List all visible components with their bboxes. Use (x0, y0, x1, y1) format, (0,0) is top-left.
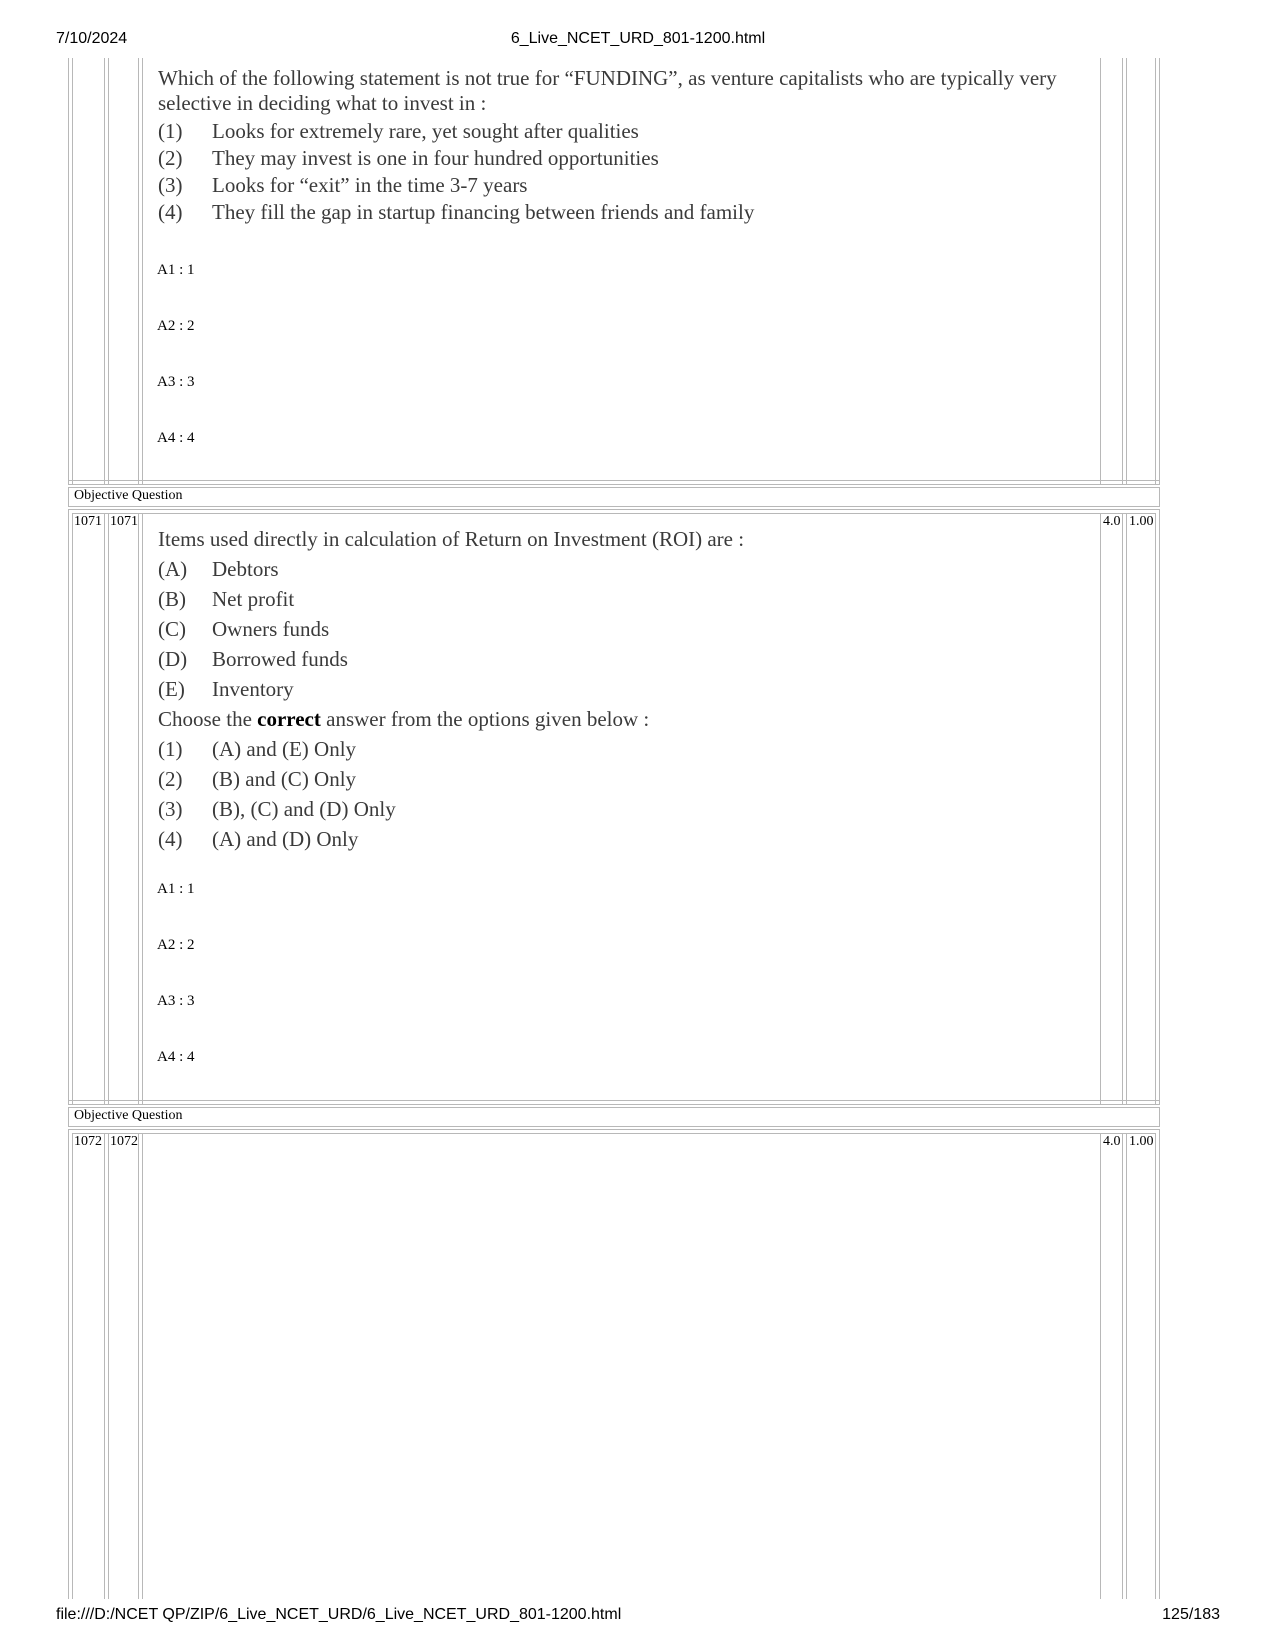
answer-option-2: A2 : 2 (157, 937, 195, 953)
question-1070-body (158, 66, 1078, 226)
item-row: (A) Debtors (158, 557, 279, 581)
option-row: (2) (B) and (C) Only (158, 767, 357, 791)
item-row: (D) Borrowed funds (158, 647, 348, 671)
file-path: file:///D:/NCET QP/ZIP/6_Live_NCET_URD/6_Live_NCET_URD_801-1200.html (56, 1606, 622, 1623)
option-row: (4) (A) and (D) Only (158, 827, 359, 851)
option-row: (3) Looks for “exit” in the time 3-7 years (158, 173, 528, 197)
answer-option-4: A4 : 4 (157, 430, 195, 446)
answer-option-1: A1 : 1 (157, 262, 195, 278)
answer-option-4: A4 : 4 (157, 1049, 195, 1065)
negative-marks: 1.00 (1129, 514, 1154, 529)
question-stem: Which of the following statement is not true for “FUNDING”, as venture capitalists who are typically very selective in deciding what to invest in : (158, 66, 1057, 115)
print-footer (56, 1606, 1220, 1628)
item-row: (B) Net profit (158, 587, 295, 611)
question-id: 1071 (110, 514, 138, 529)
question-1071-body (158, 524, 1078, 854)
print-date: 7/10/2024 (56, 30, 128, 47)
option-row: (4) They fill the gap in startup financing between friends and family (158, 200, 755, 224)
answer-option-1: A1 : 1 (157, 881, 195, 897)
answer-option-3: A3 : 3 (157, 993, 195, 1009)
question-id: 1072 (110, 1134, 138, 1149)
marks: 4.0 (1103, 1134, 1121, 1149)
item-row: (C) Owners funds (158, 617, 330, 641)
section-label: Objective Question (74, 488, 183, 503)
serial-number: 1071 (74, 514, 102, 529)
question-stem: Items used directly in calculation of Return on Investment (ROI) are : (158, 527, 745, 551)
page-number: 125/183 (1162, 1606, 1220, 1623)
marks: 4.0 (1103, 514, 1121, 529)
section-label: Objective Question (74, 1108, 183, 1123)
choose-instruction: Choose the correct answer from the options given below : (158, 707, 650, 731)
serial-number: 1072 (74, 1134, 102, 1149)
answer-option-3: A3 : 3 (157, 374, 195, 390)
option-row: (3) (B), (C) and (D) Only (158, 797, 396, 821)
option-row: (1) Looks for extremely rare, yet sought after qualities (158, 119, 639, 143)
option-row: (2) They may invest is one in four hundred opportunities (158, 146, 659, 170)
option-row: (1) (A) and (E) Only (158, 737, 357, 761)
print-header (56, 30, 1220, 52)
item-row: (E) Inventory (158, 677, 294, 701)
answer-option-2: A2 : 2 (157, 318, 195, 334)
negative-marks: 1.00 (1129, 1134, 1154, 1149)
document-title: 6_Live_NCET_URD_801-1200.html (510, 30, 766, 47)
